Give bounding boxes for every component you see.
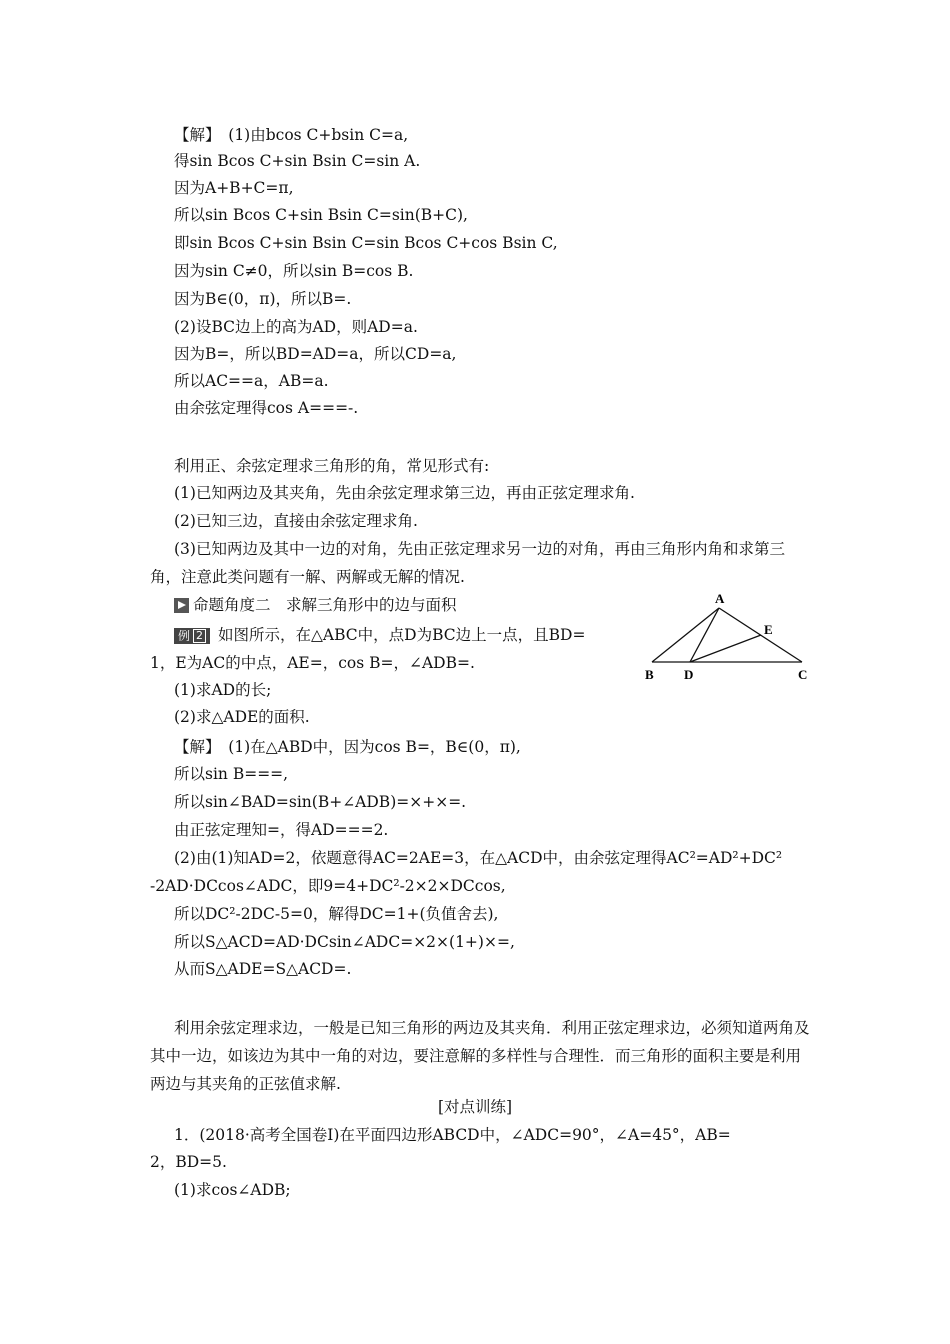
section2-heading: [174, 594, 457, 616]
solution1-line-2: 因为A+B+C=π,: [174, 179, 294, 197]
summary1-intro: 利用正、余弦定理求三角形的角，常见形式有:: [174, 457, 490, 475]
solution2-line-7: 所以S△ACD=AD·DCsin∠ADC=×2×(1+)×=,: [174, 933, 515, 951]
solution2-line-3: 由正弦定理知=，得AD===2.: [174, 821, 389, 839]
section2-title: 命题角度二 求解三角形中的边与面积: [193, 596, 457, 614]
label-a: A: [715, 591, 725, 606]
solution2-line-8: 从而S△ADE=S△ACD=.: [174, 960, 352, 978]
label-b: B: [645, 667, 654, 682]
summary1-item-2: (2)已知三边，直接由余弦定理求角.: [174, 512, 418, 530]
summary1-item-3: (3)已知两边及其中一边的对角，先由正弦定理求另一边的对角，再由三角形内角和求第三角，注意此类问题有一解、两解或无解的情况.: [150, 540, 785, 586]
solution-heading: 【解】: [174, 738, 213, 756]
training-title: [对点训练]: [437, 1098, 513, 1116]
solution2-line-6: 所以DC²-2DC-5=0，解得DC=1+(负值舍去),: [174, 905, 499, 923]
solution1-line-10: 由余弦定理得cos A===-.: [174, 399, 359, 417]
solution1-line-3: 所以sin Bcos C+sin Bsin C=sin(B+C),: [174, 206, 468, 224]
example2-line-1: 例 2 如图所示，在△ABC中，点D为BC边上一点，且BD=: [174, 624, 585, 646]
example2-q2: (2)求△ADE的面积.: [174, 708, 310, 726]
summary2-paragraph: 利用余弦定理求边，一般是已知三角形的两边及其夹角．利用正弦定理求边，必须知道两角及其中一边，如该边为其中一角的对边，要注意解的多样性与合理性．而三角形的面积主要是利用两边与其夹角的正弦值求解.: [150, 1019, 810, 1093]
training-problem-line-1: 1．(2018·高考全国卷Ⅰ)在平面四边形ABCD中，∠ADC=90°，∠A=45°，AB=: [174, 1126, 731, 1144]
summary1-item-1: (1)已知两边及其夹角，先由余弦定理求第三边，再由正弦定理求角.: [174, 484, 635, 502]
solution1-line-4: 即sin Bcos C+sin Bsin C=sin Bcos C+cos Bsin C,: [174, 234, 558, 252]
solution1-line-7: (2)设BC边上的高为AD，则AD=a.: [174, 318, 418, 336]
example-badge: 例 2: [174, 628, 210, 644]
solution2-line-4: (2)由(1)知AD=2，依题意得AC=2AE=3，在△ACD中，由余弦定理得AC²=AD²+DC²: [174, 849, 783, 867]
example2-line-2: 1，E为AC的中点，AE=，cos B=，∠ADB=.: [150, 654, 475, 672]
solution1-line-9: 所以AC==a，AB=a.: [174, 372, 329, 390]
solution2-line-1: 所以sin B===,: [174, 765, 289, 783]
play-icon: [174, 598, 189, 613]
solution2-line-0: 【解】 (1)在△ABD中，因为cos B=，B∈(0，π),: [174, 738, 521, 756]
solution1-line-1: 得sin Bcos C+sin Bsin C=sin A.: [174, 152, 421, 170]
solution1-line-5: 因为sin C≠0，所以sin B=cos B.: [174, 262, 414, 280]
segment-ad: [690, 608, 719, 662]
solution-heading: 【解】: [174, 126, 213, 144]
solution1-line-8: 因为B=，所以BD=AD=a，所以CD=a,: [174, 345, 457, 363]
label-d: D: [684, 667, 694, 682]
training-q1: (1)求cos∠ADB;: [174, 1181, 291, 1199]
solution2-line-5: -2AD·DCcos∠ADC，即9=4+DC²-2×2×DCcos,: [150, 877, 506, 895]
segment-de: [690, 635, 761, 662]
training-problem-line-2: 2，BD=5.: [150, 1153, 227, 1171]
triangle-diagram: [640, 590, 820, 685]
label-e: E: [764, 622, 773, 637]
segment-ab: [652, 608, 719, 662]
example2-q1: (1)求AD的长;: [174, 681, 272, 699]
label-c: C: [798, 667, 808, 682]
solution2-line-2: 所以sin∠BAD=sin(B+∠ADB)=×+×=.: [174, 793, 467, 811]
solution1-line-6: 因为B∈(0，π)，所以B=.: [174, 290, 352, 308]
solution1-line-0: 【解】 (1)由bcos C+bsin C=a,: [174, 126, 409, 144]
